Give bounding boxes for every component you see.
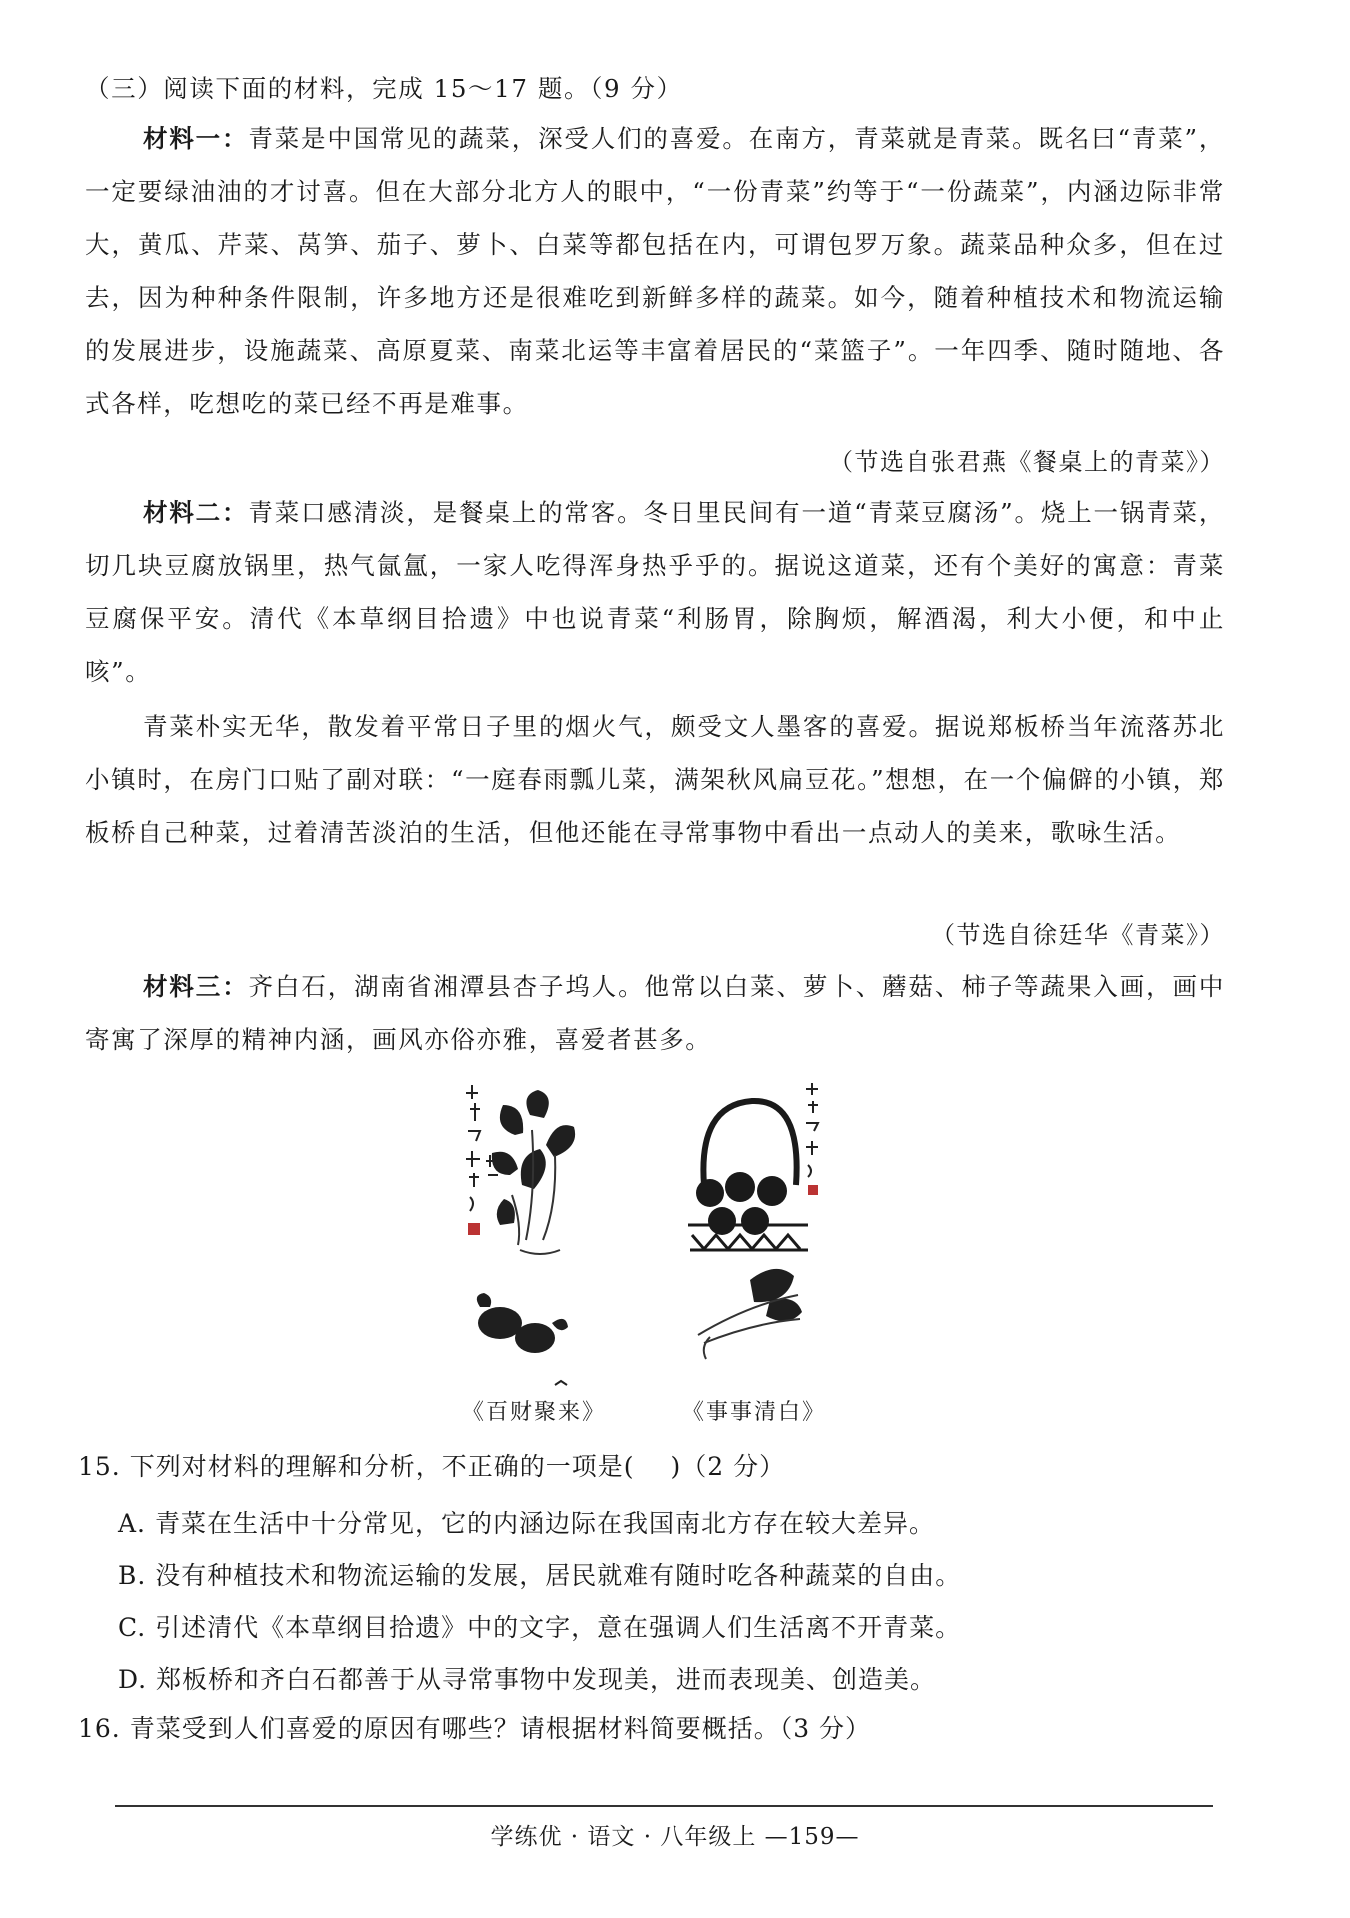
material-1-text: 青菜是中国常见的蔬菜，深受人们的喜爱。在南方，青菜就是青菜。既名曰“青菜”，一定要绿油油的才讨喜。但在大部分北方人的眼中，“一份青菜”约等于“一份蔬菜”，内涵边际非常大，黄瓜、芹菜、莴笋、茄子、萝卜、白菜等都包括在内，可谓包罗万象。蔬菜品种众多，但在过去，因为种种条件限制，许多地方还是很难吃到新鲜多样的蔬菜。如今，随着种植技术和物流运输的发展进步，设施蔬菜、高原夏菜、南菜北运等丰富着居民的“菜篮子”。一年四季、随时随地、各式各样，吃想吃的菜已经不再是难事。 — [85, 124, 1225, 418]
footer-divider — [115, 1805, 1213, 1807]
radish-shapes — [477, 1293, 568, 1353]
basket-handle — [703, 1101, 796, 1185]
section-header: （三）阅读下面的材料，完成 15～17 题。（9 分） — [85, 74, 683, 103]
caption-right: 《事事清白》 — [682, 1400, 827, 1425]
caption-left: 《百财聚来》 — [462, 1400, 607, 1425]
painting-shishi-qingbai — [680, 1075, 840, 1365]
material-2-source: （节选自徐廷华《青菜》） — [931, 921, 1225, 949]
option-d: D. 郑板桥和齐白石都善于从寻常事物中发现美，进而表现美、创造美。 — [118, 1665, 937, 1694]
option-b: B. 没有种植技术和物流运输的发展，居民就难有随时吃各种蔬菜的自由。 — [118, 1561, 962, 1590]
material-3-text: 齐白石，湖南省湘潭县杏子坞人。他常以白菜、萝卜、蘑菇、柿子等蔬果入画，画中寄寓了深厚的精神内涵，画风亦俗亦雅，喜爱者甚多。 — [85, 972, 1225, 1054]
question-15-stem: 15. 下列对材料的理解和分析，不正确的一项是( — [78, 1452, 635, 1481]
material-2-para-2: 青菜朴实无华，散发着平常日子里的烟火气，颇受文人墨客的喜爱。据说郑板桥当年流落苏北小镇时，在房门口贴了副对联：“一庭春雨瓢儿菜，满架秋风扁豆花。”想想，在一个偏僻的小镇，郑板桥自己种菜，过着清苦淡泊的生活，但他还能在寻常事物中看出一点动人的美来，歌咏生活。 — [85, 712, 1225, 847]
insect-mark — [555, 1381, 567, 1385]
painting-baicai-juilai — [460, 1075, 600, 1395]
painting-seal-left — [468, 1223, 480, 1235]
option-a: A. 青菜在生活中十分常见，它的内涵边际在我国南北方存在较大差异。 — [118, 1509, 935, 1538]
option-c: C. 引述清代《本草纲目拾遗》中的文字，意在强调人们生活离不开青菜。 — [118, 1613, 962, 1642]
question-15-score: )（2 分） — [670, 1452, 786, 1481]
painting-inscription-right — [806, 1083, 818, 1177]
painting-seal-right — [808, 1185, 818, 1195]
painting-inscription-left — [466, 1085, 498, 1211]
material-2-text-1: 青菜口感清淡，是餐桌上的常客。冬日里民间有一道“青菜豆腐汤”。烧上一锅青菜，切几块豆腐放锅里，热气氤氲，一家人吃得浑身热乎乎的。据说这道菜，还有个美好的寓意：青菜豆腐保平安。清代《本草纲目拾遗》中也说青菜“利肠胃，除胸烦，解酒渴，利大小便，和中止咳”。 — [85, 498, 1225, 686]
question-15 — [78, 1440, 1238, 1493]
material-3-label: 材料三： — [143, 972, 249, 1001]
material-2-label: 材料二： — [143, 498, 249, 527]
question-16: 16. 青菜受到人们喜爱的原因有哪些？请根据材料简要概括。（3 分） — [78, 1714, 872, 1743]
material-1-label: 材料一： — [143, 124, 249, 153]
material-2-para-1 — [85, 486, 1225, 698]
material-3 — [85, 960, 1225, 1066]
page-footer: 学练优 · 语文 · 八年级上 —159— — [490, 1824, 860, 1850]
material-1-source: （节选自张君燕《餐桌上的青菜》） — [829, 448, 1225, 476]
material-1 — [85, 112, 1225, 430]
